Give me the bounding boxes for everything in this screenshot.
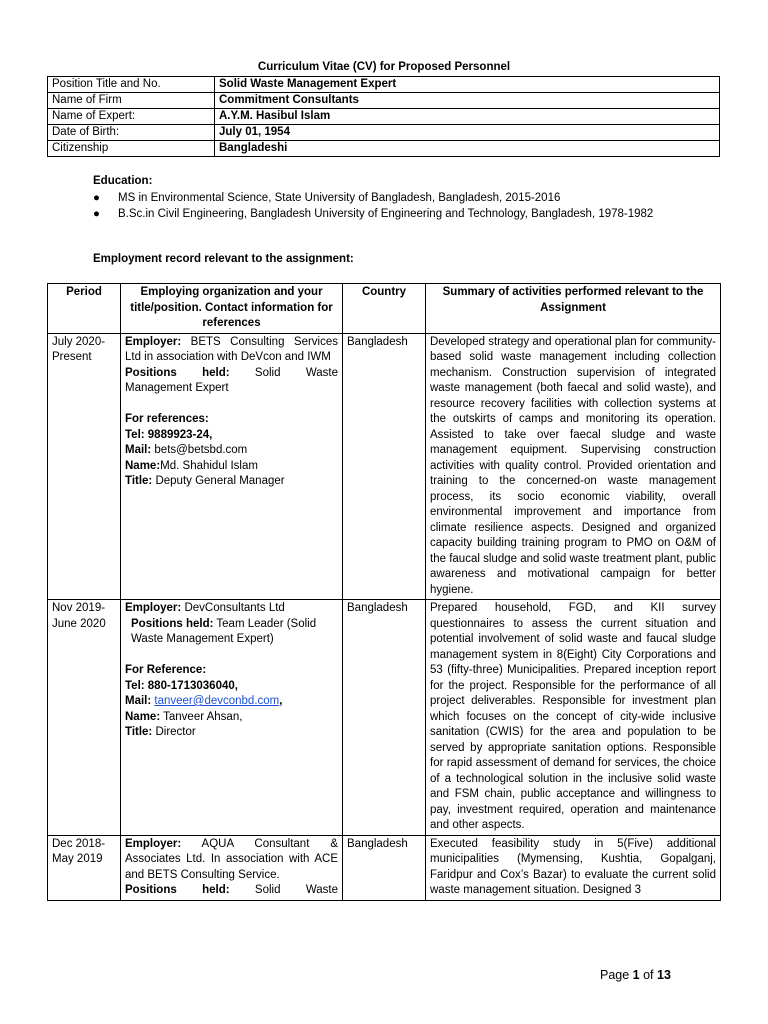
- email-link[interactable]: tanveer@devconbd.com: [154, 695, 280, 707]
- tel-line: Tel: 9889923-24,: [125, 428, 213, 441]
- header-summary: Summary of activities performed relevant to the Assignment: [426, 284, 721, 334]
- info-value: July 01, 1954: [215, 125, 720, 141]
- position-line: Positions held: Solid Waste Management Expert: [125, 366, 338, 394]
- employer-line: Employer: AQUA Consultant & Associates Ltd. In association with ACE and BETS Consulting Service.: [125, 837, 338, 881]
- employment-row: [48, 600, 721, 836]
- header-organization: Employing organization and your title/position. Contact information for references: [121, 284, 343, 334]
- country-cell: Bangladesh: [343, 600, 426, 836]
- personnel-info-table: [47, 76, 720, 157]
- education-text: B.Sc.in Civil Engineering, Bangladesh University of Engineering and Technology, Bangladesh, 1978-1982: [118, 207, 654, 220]
- info-label: Name of Expert:: [48, 109, 215, 125]
- period-cell: Nov 2019- June 2020: [48, 600, 121, 836]
- position-line: Positions held: Solid Waste: [125, 884, 338, 896]
- education-item: [93, 191, 678, 207]
- organization-cell: [121, 600, 343, 836]
- info-row-dob: [48, 125, 720, 141]
- employment-table: [47, 283, 721, 901]
- education-text: MS in Environmental Science, State University of Bangladesh, Bangladesh, 2015-2016: [118, 192, 561, 204]
- bullet-icon: ●: [93, 192, 100, 204]
- position-line: Positions held: Team Leader (Solid Waste Management Expert): [131, 617, 317, 645]
- tel-line: Tel: 880-1713036040,: [125, 679, 238, 692]
- employment-header-row: [48, 284, 721, 334]
- info-row-citizenship: [48, 141, 720, 157]
- period-cell: July 2020- Present: [48, 333, 121, 600]
- mail-line: Mail: bets@betsbd.com: [125, 444, 248, 456]
- info-row-expert: [48, 109, 720, 125]
- info-label: Citizenship: [48, 141, 215, 157]
- organization-cell: [121, 333, 343, 600]
- reference-heading: For Reference:: [125, 664, 207, 676]
- summary-cell: Developed strategy and operational plan for community-based solid waste management including collection mechanism. Construction supervision of integrated waste management (both faecal and solid waste), and resource recovery facilities with collection systems at the outskirts of camps and monitoring its operation. Assisted to take over faecal sludge and waste management equipment. Supervising construction activities with quality control. Provided orientation and training to the concerned-on waste management process, its socio economic viability, overall environmental improvement and importance from climate resilience aspects. Designed and organized capacity building training program to PMO on O&M of the faucal sludge and solid waste treatment plant, public awareness and motivational campaign for better hygiene.: [426, 333, 721, 600]
- document-title: Curriculum Vitae (CV) for Proposed Personnel: [257, 61, 511, 73]
- employer-line: Employer: DevConsultants Ltd: [125, 602, 285, 614]
- info-row-position: [48, 77, 720, 93]
- header-country: Country: [343, 284, 426, 334]
- employment-row: [48, 333, 721, 600]
- education-list: [93, 191, 678, 222]
- organization-cell: [121, 835, 343, 900]
- mail-line: Mail: tanveer@devconbd.com,: [125, 695, 283, 707]
- country-cell: Bangladesh: [343, 333, 426, 600]
- bullet-icon: ●: [93, 207, 100, 220]
- summary-cell: Executed feasibility study in 5(Five) additional municipalities (Mymensing, Kushtia, Gopalganj, Faridpur and Cox’s Bazar) to evaluate the current solid waste management situation. Designed 3: [426, 835, 721, 900]
- education-item: [93, 207, 678, 223]
- info-label: Name of Firm: [48, 93, 215, 109]
- info-value: Solid Waste Management Expert: [215, 77, 720, 93]
- info-value: Bangladeshi: [215, 141, 720, 157]
- info-value: Commitment Consultants: [215, 93, 720, 109]
- header-period: Period: [48, 284, 121, 334]
- reference-heading: For references:: [125, 413, 209, 425]
- country-cell: Bangladesh: [343, 835, 426, 900]
- title-line: Title: Deputy General Manager: [125, 475, 285, 487]
- employment-row: [48, 835, 721, 900]
- employment-heading: Employment record relevant to the assignment:: [93, 253, 354, 265]
- name-line: Name:Md. Shahidul Islam: [125, 459, 258, 472]
- name-line: Name: Tanveer Ahsan,: [125, 710, 243, 723]
- summary-cell: Prepared household, FGD, and KII survey questionnaires to assess the current situation and potential involvement of solid waste and faucal sludge management system in 8(Eight) City Corporations and 53 (fifty-three) Municipalities. Prepared inception report for the project. Responsible for the performance of all project deliverables. Responsible for investment plan which focuses on the concept of city-wide inclusive sanitation (CWIS) for the area and population to be served by appropriate sanitation options. Responsible for rapid assessment of demand for services, the choice of a technological solution in the inclusive solid waste and FSM chain, public acceptance and willingness to pay, investment required, operation and maintenance and other aspects.: [426, 600, 721, 836]
- education-heading: Education:: [93, 175, 153, 187]
- info-row-firm: [48, 93, 720, 109]
- info-label: Position Title and No.: [48, 77, 215, 93]
- title-line: Title: Director: [125, 726, 196, 738]
- period-cell: Dec 2018- May 2019: [48, 835, 121, 900]
- page-number: Page 1 of 13: [600, 968, 671, 982]
- employer-line: Employer: BETS Consulting Services Ltd in association with DeVcon and IWM: [125, 335, 338, 363]
- info-label: Date of Birth:: [48, 125, 215, 141]
- info-value: A.Y.M. Hasibul Islam: [215, 109, 720, 125]
